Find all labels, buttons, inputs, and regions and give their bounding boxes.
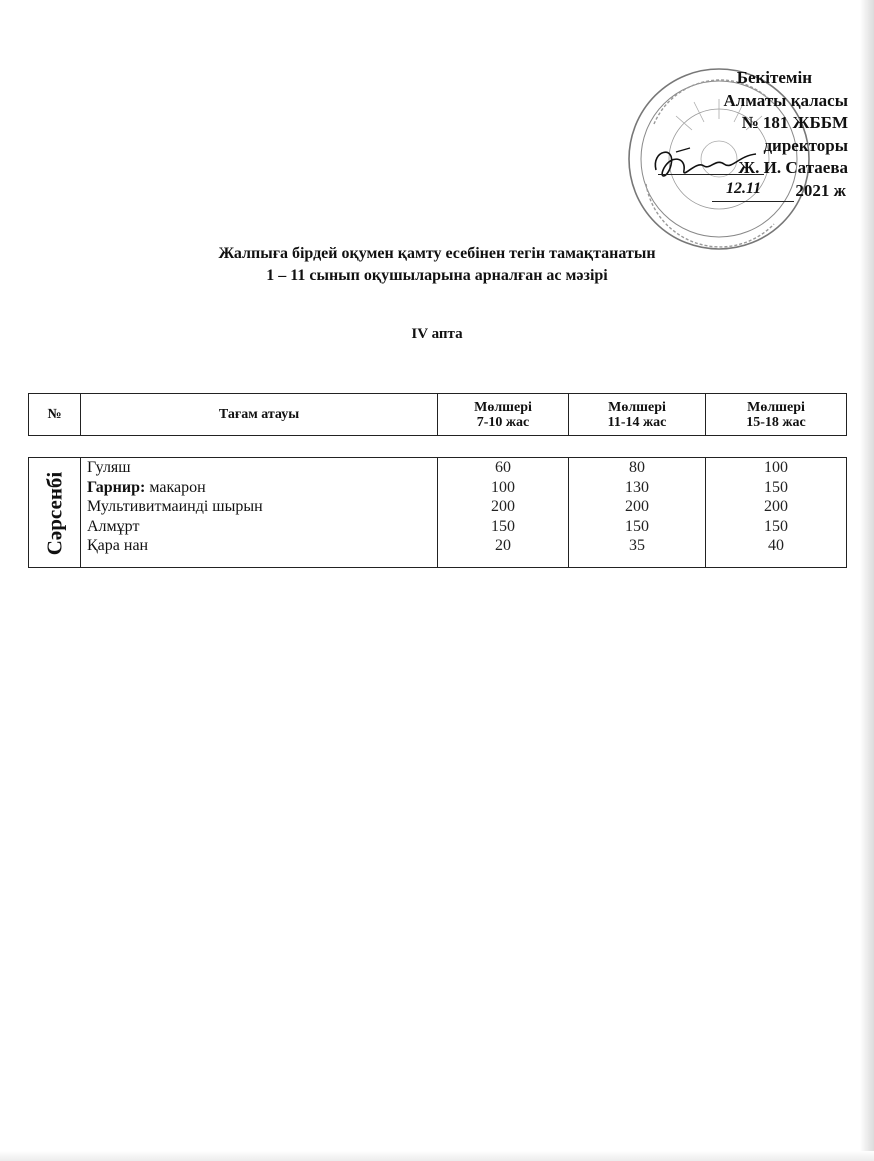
approval-line-3: № 181 ЖББМ — [741, 113, 848, 132]
qty-value: 150 — [625, 517, 649, 535]
header-qty-11-14: Мөлшері 11-14 жас — [569, 394, 706, 436]
qty-value: 80 — [629, 459, 645, 476]
header-qty-15-18: Мөлшері 15-18 жас — [706, 394, 847, 436]
qty-column-15-18 — [706, 458, 847, 568]
approval-line-5: Ж. И. Сатаева — [738, 158, 848, 177]
page-edge-shadow-bottom — [0, 1151, 874, 1161]
qty-value: 100 — [491, 478, 515, 496]
qty-value: 200 — [491, 498, 515, 515]
approval-block — [600, 58, 850, 258]
dish-item: Гарнир: макарон — [87, 478, 206, 496]
menu-table — [28, 457, 847, 568]
date-line — [712, 201, 794, 202]
dish-item: Алмұрт — [87, 517, 140, 535]
page-title-line-1: Жалпыға бірдей оқумен қамту есебінен тегін тамақтанатын — [218, 245, 656, 262]
qty-value: 60 — [495, 459, 511, 476]
dish-item: Гуляш — [87, 459, 131, 476]
header-dish: Тағам атауы — [81, 394, 438, 436]
qty-value: 40 — [768, 537, 784, 554]
day-cell — [29, 458, 81, 568]
qty-value: 150 — [491, 517, 515, 535]
qty-column-7-10 — [438, 458, 569, 568]
approval-line-2: Алматы қаласы — [723, 91, 848, 110]
header-qty-7-10: Мөлшері 7-10 жас — [438, 394, 569, 436]
approval-line-6: 2021 ж — [795, 181, 846, 200]
qty-value: 35 — [629, 537, 645, 554]
approval-line-4: директоры — [763, 136, 848, 155]
qty-value: 100 — [764, 459, 788, 476]
page-edge-shadow — [860, 0, 874, 1161]
dish-item: Мультивитмаинді шырын — [87, 498, 263, 515]
qty-value: 150 — [764, 478, 788, 496]
qty-value: 200 — [764, 498, 788, 515]
qty-value: 130 — [625, 478, 649, 496]
qty-column-11-14 — [569, 458, 706, 568]
menu-header-table — [28, 393, 847, 436]
qty-value: 20 — [495, 537, 511, 554]
handwritten-date: 12.11 — [726, 180, 762, 197]
dish-item: Қара нан — [87, 537, 149, 554]
dish-column — [81, 458, 438, 568]
header-number: № — [29, 394, 81, 436]
qty-value: 150 — [764, 517, 788, 535]
week-label: IV апта — [411, 326, 463, 342]
page-title-line-2: 1 – 11 сынып оқушыларына арналған ас мәзірі — [266, 267, 608, 284]
approval-line-1: Бекітемін — [736, 68, 812, 87]
day-label: Сәрсенбі — [42, 471, 66, 556]
qty-value: 200 — [625, 498, 649, 515]
